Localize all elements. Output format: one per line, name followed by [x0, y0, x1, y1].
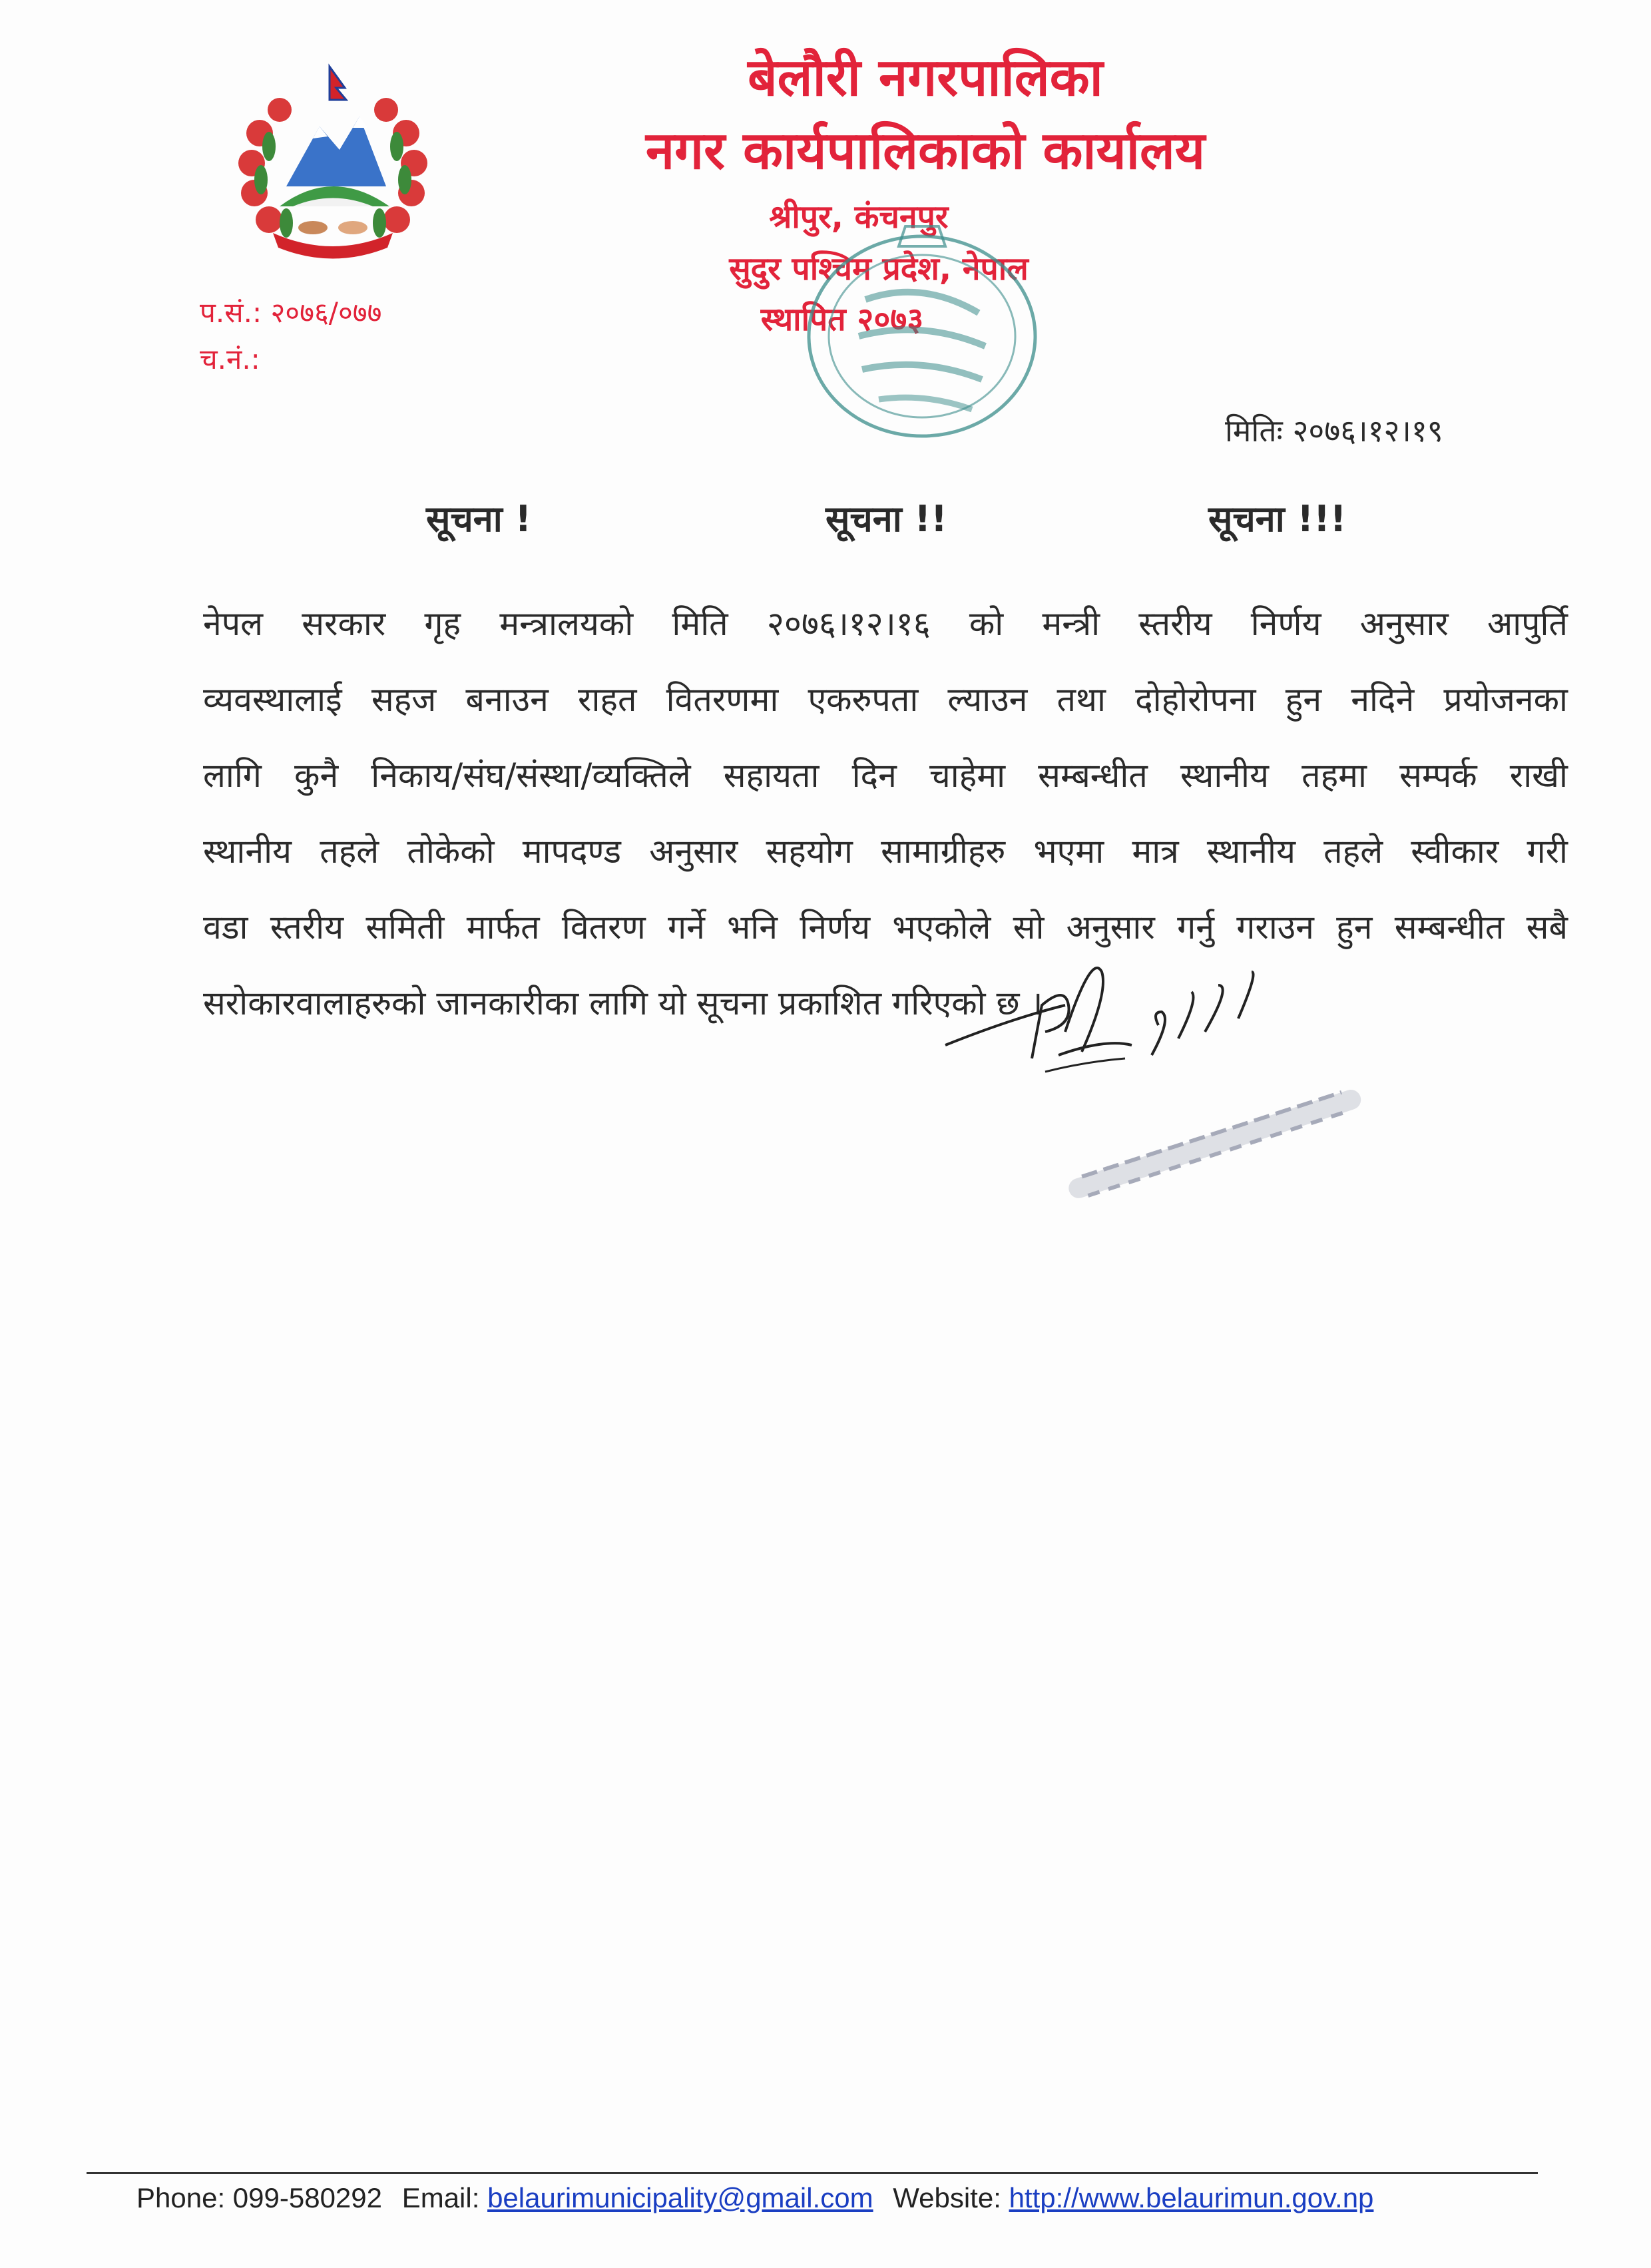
signature-icon	[932, 945, 1411, 1238]
body-line: नेपल सरकार गृह मन्त्रालयको मिति २०७६।१२।१६ को मन्त्री स्तरीय निर्णय अनुसार आपुर्ति	[203, 604, 1568, 643]
dispatch-number: च.नं.:	[200, 343, 260, 375]
footer-divider	[87, 2172, 1538, 2174]
email-label: Email:	[401, 2182, 480, 2213]
notice-heading-1: सूचना !	[426, 498, 532, 540]
phone-number: 099-580292	[232, 2182, 383, 2213]
notice-heading-3: सूचना !!!	[1208, 498, 1347, 540]
reference-number: प.सं.: २०७६/०७७	[200, 296, 382, 329]
nepal-emblem-icon	[213, 53, 453, 273]
municipality-name: बेलौरी नगरपालिका	[748, 48, 1103, 108]
body-line: स्थानीय तहले तोकेको मापदण्ड अनुसार सहयोग सामाग्रीहरु भएमा मात्र स्थानीय तहले स्वीकार गरी	[203, 832, 1568, 871]
office-name: नगर कार्यपालिकाको कार्यालय	[645, 121, 1206, 181]
body-line: वडा स्तरीय समिती मार्फत वितरण गर्ने भनि निर्णय भएकोले सो अनुसार गर्नु गराउन हुन सम्बन्धीत सबै	[203, 908, 1568, 947]
body-line: लागि कुनै निकाय/संघ/संस्था/व्यक्तिले सहायता दिन चाहेमा सम्बन्धीत स्थानीय तहमा सम्पर्क राखी	[203, 756, 1568, 795]
office-address: श्रीपुर, कंचनपुर	[769, 198, 949, 236]
round-seal-icon	[786, 200, 1059, 453]
office-province: सुदुर पश्चिम प्रदेश, नेपाल	[729, 250, 1029, 288]
website-link[interactable]: http://www.belaurimun.gov.np	[1009, 2182, 1374, 2213]
body-line: व्यवस्थालाई सहज बनाउन राहत वितरणमा एकरुपता ल्याउन तथा दोहोरोपना हुन नदिने प्रयोजनका	[203, 680, 1568, 719]
office-established: स्थापित २०७३	[760, 301, 924, 338]
footer-contact	[136, 2182, 1373, 2214]
letter-date: मितिः २०७६।१२।१९	[1225, 413, 1443, 449]
body-line: सरोकारवालाहरुको जानकारीका लागि यो सूचना प्रकाशित गरिएको छ ।	[203, 984, 1043, 1022]
phone-label: Phone:	[136, 2182, 226, 2213]
website-label: Website:	[893, 2182, 1001, 2213]
email-link[interactable]: belaurimunicipality@gmail.com	[487, 2182, 873, 2213]
notice-heading-2: सूचना !!	[826, 498, 947, 540]
